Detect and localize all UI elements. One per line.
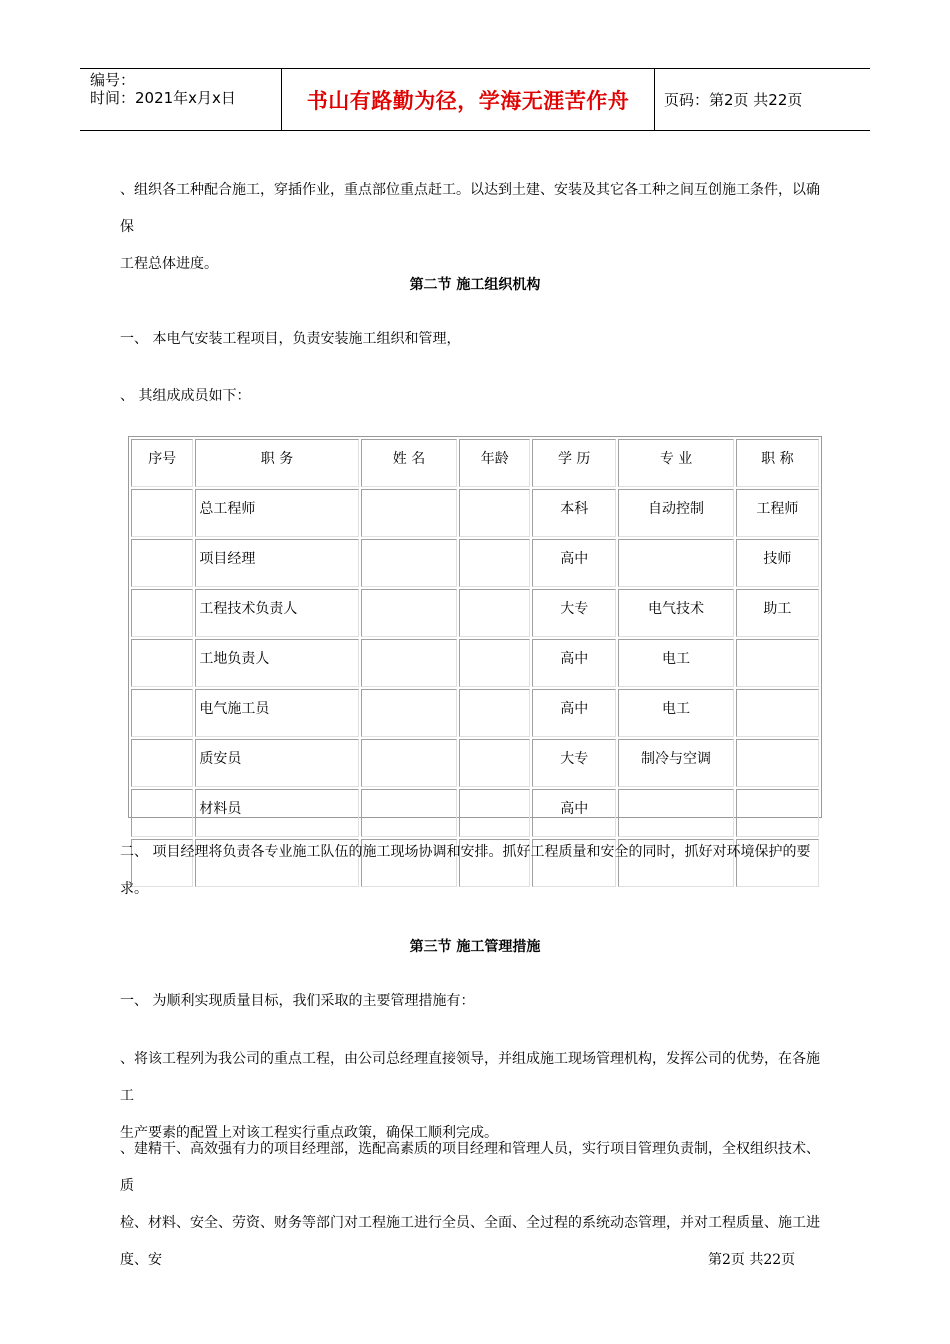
table-header-cell: 姓 名 [361,439,458,487]
paragraph-line: 生产要素的配置上对该工程实行重点政策，确保工顺利完成。 [120,1125,498,1141]
paragraph-line: 求。 [120,881,148,897]
paragraph-line: 检、材料、安全、劳资、财务等部门对工程施工进行全员、全面、全过程的系统动态管理，并对工程质量、施工进度、安 [120,1215,820,1268]
paragraph-line: 二、 项目经理将负责各专业施工队伍的施工现场协调和安排。抓好工程质量和安全的同时，抓好对环境保护的要 [120,844,811,860]
table-header-cell: 职 务 [195,439,358,487]
table-cell [736,789,819,837]
table-cell: 电气施工员 [195,689,358,737]
table-cell [361,539,458,587]
table-cell [736,739,819,787]
table-cell [459,589,530,637]
page-header [80,68,870,131]
table-cell: 总工程师 [195,489,358,537]
table-row [131,739,819,787]
table-cell: 工程师 [736,489,819,537]
paragraph-line: 工程总体进度。 [120,256,218,272]
table-cell [131,739,193,787]
table-cell: 材料员 [195,789,358,837]
header-left [90,71,236,107]
section-3-title: 第三节 施工管理措施 [409,939,541,955]
table-cell: 高中 [532,789,616,837]
table-cell: 项目经理 [195,539,358,587]
table-cell [131,589,193,637]
table-row [131,639,819,687]
table-cell: 电工 [618,689,733,737]
table-cell [459,789,530,837]
list-item-2: 、 其组成成员如下： [120,388,251,404]
list-item-4: 一、 为顺利实现质量目标，我们采取的主要管理措施有： [120,993,475,1009]
table-header-row [131,439,819,487]
table-cell: 高中 [532,639,616,687]
paragraph-line: 、将该工程列为我公司的重点工程，由公司总经理直接领导，并组成施工现场管理机构，发挥公司的优势，在各施工 [120,1051,820,1104]
table-cell [459,739,530,787]
table-cell [361,589,458,637]
table-cell [459,689,530,737]
table-header-cell: 序号 [131,439,193,487]
table-cell [736,689,819,737]
table-cell [459,539,530,587]
table-cell: 电工 [618,639,733,687]
table-header-cell: 年龄 [459,439,530,487]
table-row [131,489,819,537]
list-item-1: 一、 本电气安装工程项目，负责安装施工组织和管理， [120,331,461,347]
document-date: 时间：2021年x月x日 [90,89,236,107]
paragraph-line: 、组织各工种配合施工，穿插作业，重点部位重点赶工。以达到土建、安装及其它各工种之间互创施工条件，以确保 [120,182,820,235]
table-row [131,689,819,737]
table-cell [459,489,530,537]
table-cell [361,689,458,737]
table-cell: 制冷与空调 [618,739,733,787]
table-cell [131,639,193,687]
table-cell [131,489,193,537]
table-cell [131,539,193,587]
paragraph-line: 、建精干、高效强有力的项目经理部，选配高素质的项目经理和管理人员，实行项目管理负责制，全权组织技术、质 [120,1141,820,1194]
table-cell: 大专 [532,739,616,787]
table-header-cell: 学 历 [532,439,616,487]
table-cell: 助工 [736,589,819,637]
table-cell: 高中 [532,539,616,587]
table-cell [361,489,458,537]
table-cell [736,639,819,687]
table-cell: 工地负责人 [195,639,358,687]
header-motto: 书山有路勤为径，学海无涯苦作舟 [281,69,655,130]
table-cell: 本科 [532,489,616,537]
section-2-title: 第二节 施工组织机构 [409,277,541,293]
table-cell [618,789,733,837]
table-cell: 电气技术 [618,589,733,637]
table-row [131,589,819,637]
table-cell: 自动控制 [618,489,733,537]
table-cell: 大专 [532,589,616,637]
header-page-number: 页码：第2页 共22页 [664,91,803,109]
table-header-cell: 专 业 [618,439,733,487]
table-cell: 技师 [736,539,819,587]
table-cell [459,639,530,687]
table-row [131,789,819,837]
table-cell: 高中 [532,689,616,737]
table-cell [131,789,193,837]
document-number-label: 编号： [90,71,136,89]
paragraph-1 [120,172,832,283]
table-cell [361,789,458,837]
table-cell [361,739,458,787]
table-cell: 工程技术负责人 [195,589,358,637]
table-cell [361,639,458,687]
table-row [131,539,819,587]
list-item-3 [120,834,832,908]
table-cell [618,539,733,587]
table-cell: 质安员 [195,739,358,787]
staff-table [128,436,822,818]
table-cell [131,689,193,737]
page-footer: 第2页 共22页 [708,1252,796,1268]
table-header-cell: 职 称 [736,439,819,487]
